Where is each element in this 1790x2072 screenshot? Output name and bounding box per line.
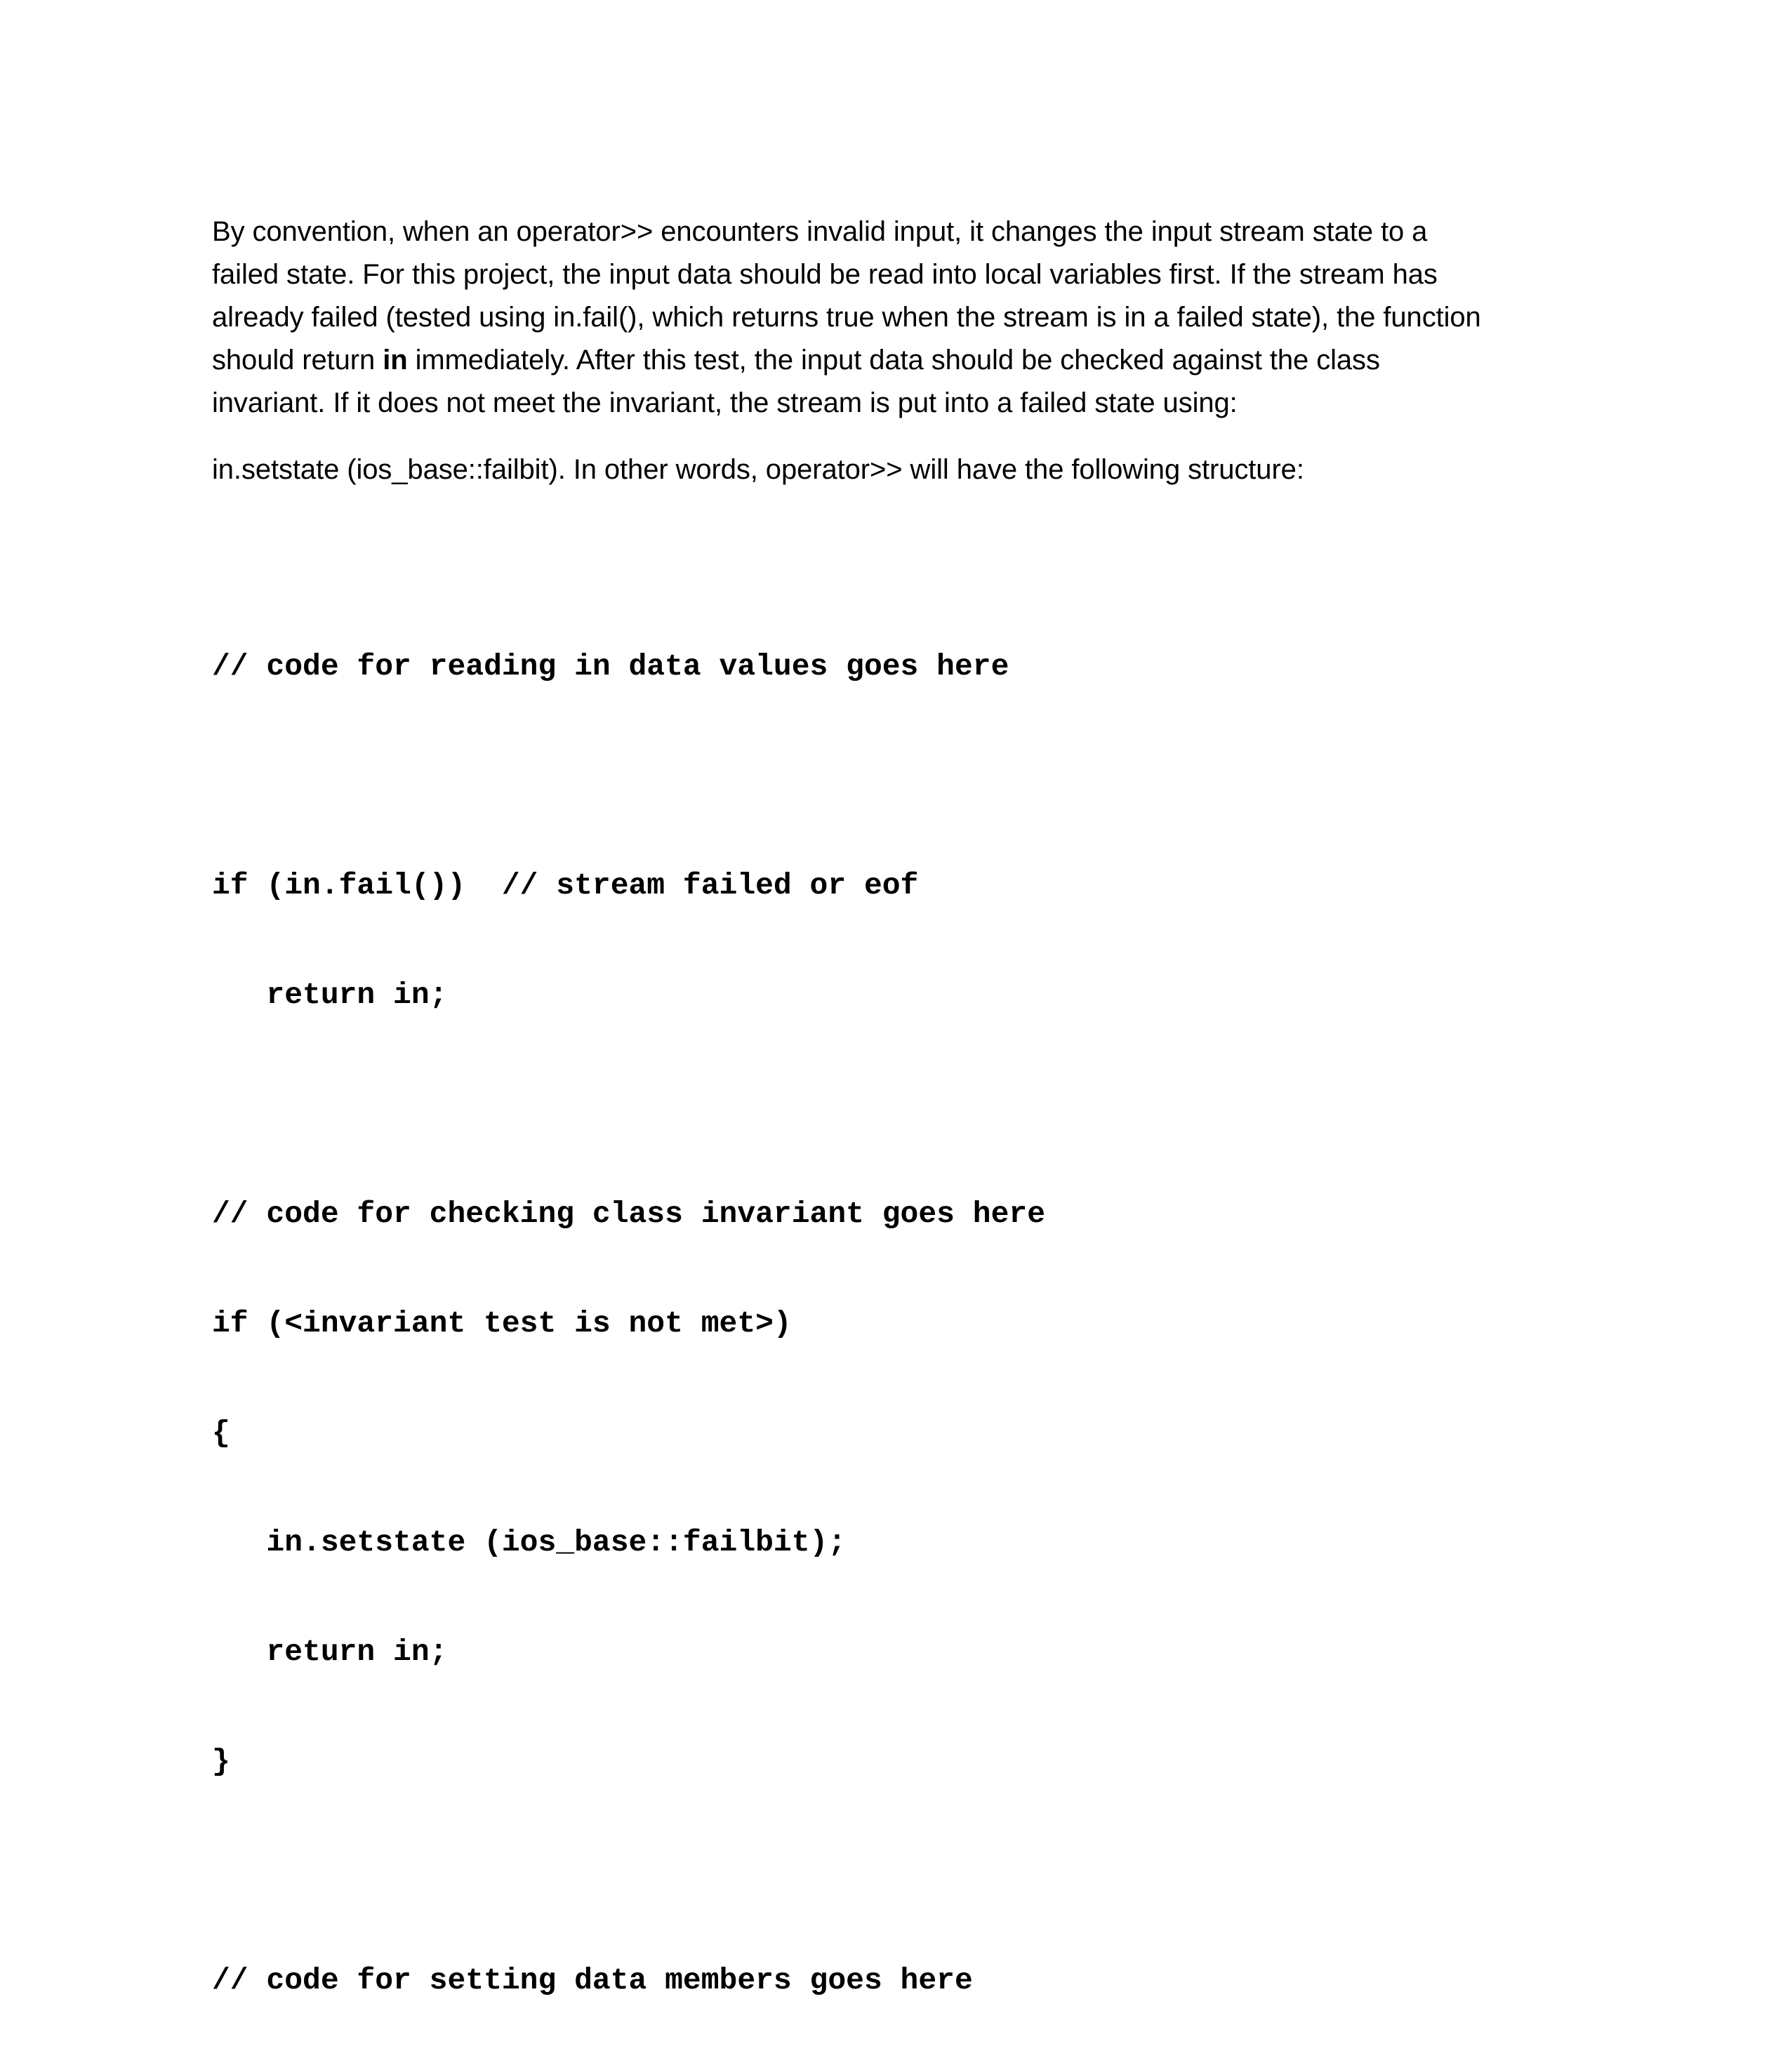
code-line-7: if (<invariant test is not met>) <box>212 1306 792 1341</box>
paragraph-setstate <box>212 449 1616 491</box>
code-block <box>212 576 1045 2072</box>
bold-keyword-in: in <box>383 345 408 376</box>
code-line-10: return in; <box>212 1635 448 1669</box>
paragraph-intro <box>212 211 1616 425</box>
line-4-text-before: should return <box>212 345 383 376</box>
code-line-8: { <box>212 1416 230 1450</box>
paragraph-intro-line-1: By convention, when an operator>> encounters invalid input, it changes the input stream state to a <box>212 216 1428 247</box>
code-line-6: // code for checking class invariant goes here <box>212 1197 1045 1231</box>
paragraph-setstate-line-1: in.setstate (ios_base::failbit). In other words, operator>> will have the following structure: <box>212 454 1304 485</box>
code-line-4: return in; <box>212 978 448 1012</box>
code-line-5 <box>212 1087 1045 1123</box>
document-page <box>212 211 1616 1998</box>
paragraph-intro-line-5: invariant. If it does not meet the invariant, the stream is put into a failed state using: <box>212 387 1238 418</box>
code-line-13: // code for setting data members goes here <box>212 1963 973 1998</box>
code-line-11: } <box>212 1744 230 1779</box>
code-line-3: if (in.fail()) // stream failed or eof <box>212 868 919 903</box>
paragraph-intro-line-4 <box>212 339 1616 382</box>
paragraph-intro-line-2: failed state. For this project, the input data should be read into local variables first. If the stream has <box>212 259 1438 290</box>
paragraph-intro-line-3: already failed (tested using in.fail(), which returns true when the stream is in a failed state), the function <box>212 302 1481 333</box>
code-line-2 <box>212 758 1045 795</box>
code-line-12 <box>212 1853 1045 1890</box>
code-line-1: // code for reading in data values goes here <box>212 649 1009 684</box>
code-line-9: in.setstate (ios_base::failbit); <box>212 1525 847 1560</box>
line-4-text-after: immediately. After this test, the input data should be checked against the class <box>407 345 1380 376</box>
